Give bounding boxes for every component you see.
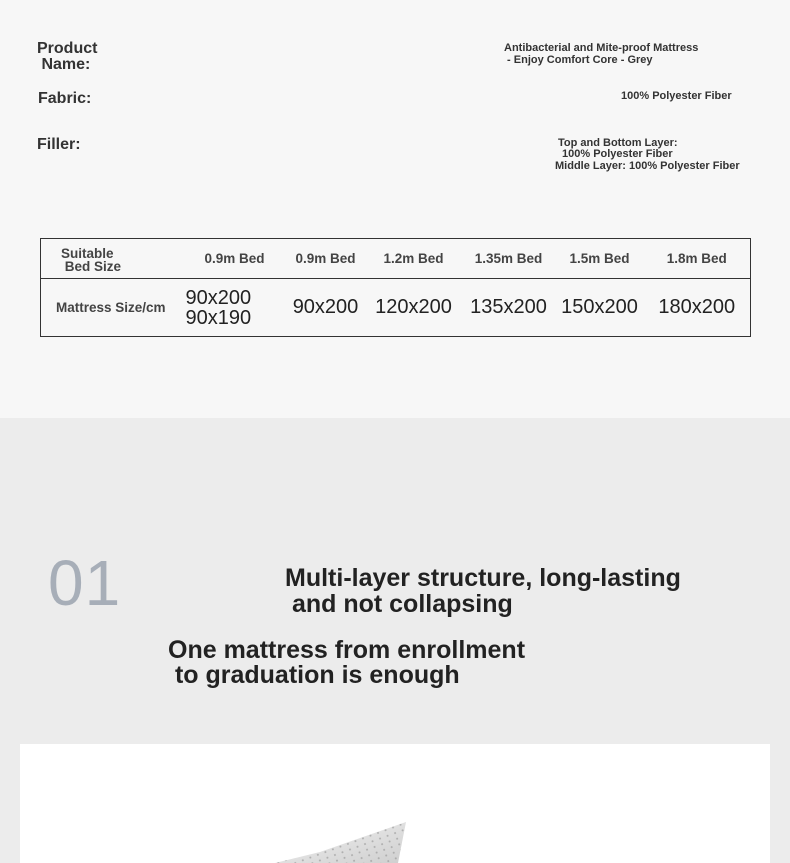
product-name-value: Antibacterial and Mite-proof Mattress - Enjoy Comfort Core - Grey (504, 42, 699, 66)
filler-value-line-3: Middle Layer: 100% Polyester Fiber (555, 160, 740, 172)
table-row-header (41, 279, 184, 337)
product-spec-section (0, 0, 790, 418)
mattress-photo (20, 744, 770, 863)
size-table (40, 238, 751, 337)
table-cell: 120x200 (375, 296, 452, 318)
feature-headline: Multi-layer structure, long-lasting and not collapsing (285, 564, 681, 618)
table-cell: 1.5m Bed (556, 239, 644, 279)
filler-value-line-1: Top and Bottom Layer: (558, 137, 678, 149)
filler-value-line-2: 100% Polyester Fiber (562, 148, 673, 160)
table-row-header (41, 239, 184, 279)
table-row (41, 279, 751, 337)
mattress-size-header: Mattress Size/cm (56, 300, 166, 315)
fabric-value: 100% Polyester Fiber (621, 90, 732, 102)
table-row (41, 239, 751, 279)
table-cell: 135x200 (470, 296, 547, 318)
feature-number: 01 (48, 547, 122, 619)
table-cell: 90x200 (292, 296, 359, 318)
table-cell: 0.9m Bed (184, 239, 286, 279)
table-cell: 1.8m Bed (644, 239, 751, 279)
fabric-label: Fabric: (38, 90, 92, 107)
table-cell: 1.35m Bed (462, 239, 556, 279)
product-name-label: Product Name: (37, 40, 98, 73)
feature-subheadline: One mattress from enrollment to graduation is enough (168, 636, 526, 689)
table-cell: 1.2m Bed (366, 239, 462, 279)
mattress-texture (275, 822, 406, 863)
suitable-bed-size-header: Suitable Bed Size (61, 246, 122, 274)
table-cell: 150x200 (561, 296, 638, 318)
table-cell: 0.9m Bed (286, 239, 366, 279)
filler-label: Filler: (37, 136, 81, 153)
mattress-size-value: 90x200 90x190 (185, 286, 252, 329)
table-cell (184, 279, 286, 337)
table-cell: 180x200 (658, 296, 736, 318)
mattress-corner-graphic (20, 744, 770, 863)
